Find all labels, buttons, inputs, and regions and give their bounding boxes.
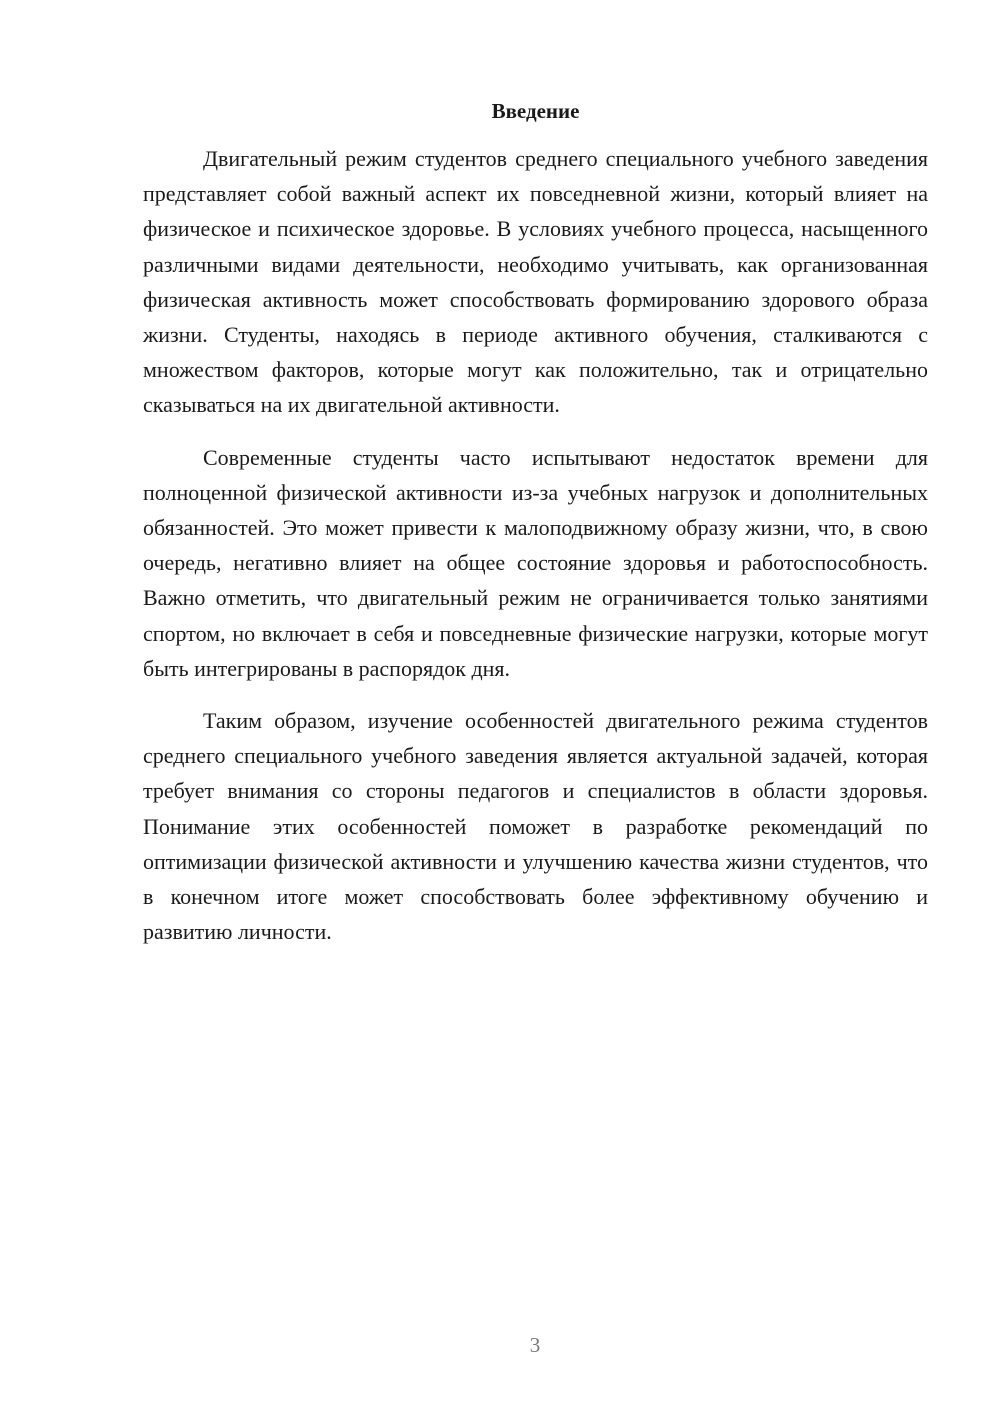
paragraph-3: Таким образом, изучение особенностей двигательного режима студентов среднего специального учебного заведения является актуальной задачей, которая требует внимания со стороны педагогов и специалистов в области здоровья. Понимание этих особенностей поможет в разработке рекомендаций по оптимизации физической активности и улучшению качества жизни студентов, что в конечном итоге может способствовать более эффективному обучению и развитию личности. — [143, 708, 928, 945]
page-title: Введение — [491, 99, 580, 123]
page-number: 3 — [529, 1333, 541, 1357]
paragraph-2: Современные студенты часто испытывают недостаток времени для полноценной физической активности из-за учебных нагрузок и дополнительных обязанностей. Это может привести к малоподвижному образу жизни, что, в свою очередь, негативно влияет на общее состояние здоровья и работоспособность. Важно отметить, что двигательный режим не ограничивается только занятиями спортом, но включает в себя и повседневные физические нагрузки, которые могут быть интегрированы в распорядок дня. — [143, 444, 928, 681]
document-body — [143, 141, 928, 966]
paragraph-1: Двигательный режим студентов среднего специального учебного заведения представляет собой важный аспект их повседневной жизни, который влияет на физическое и психическое здоровье. В условиях учебного процесса, насыщенного различными видами деятельности, необходимо учитывать, как организованная физическая активность может способствовать формированию здорового образа жизни. Студенты, находясь в периоде активного обучения, сталкиваются с множеством факторов, которые могут как положительно, так и отрицательно сказываться на их двигательной активности. — [143, 146, 928, 418]
